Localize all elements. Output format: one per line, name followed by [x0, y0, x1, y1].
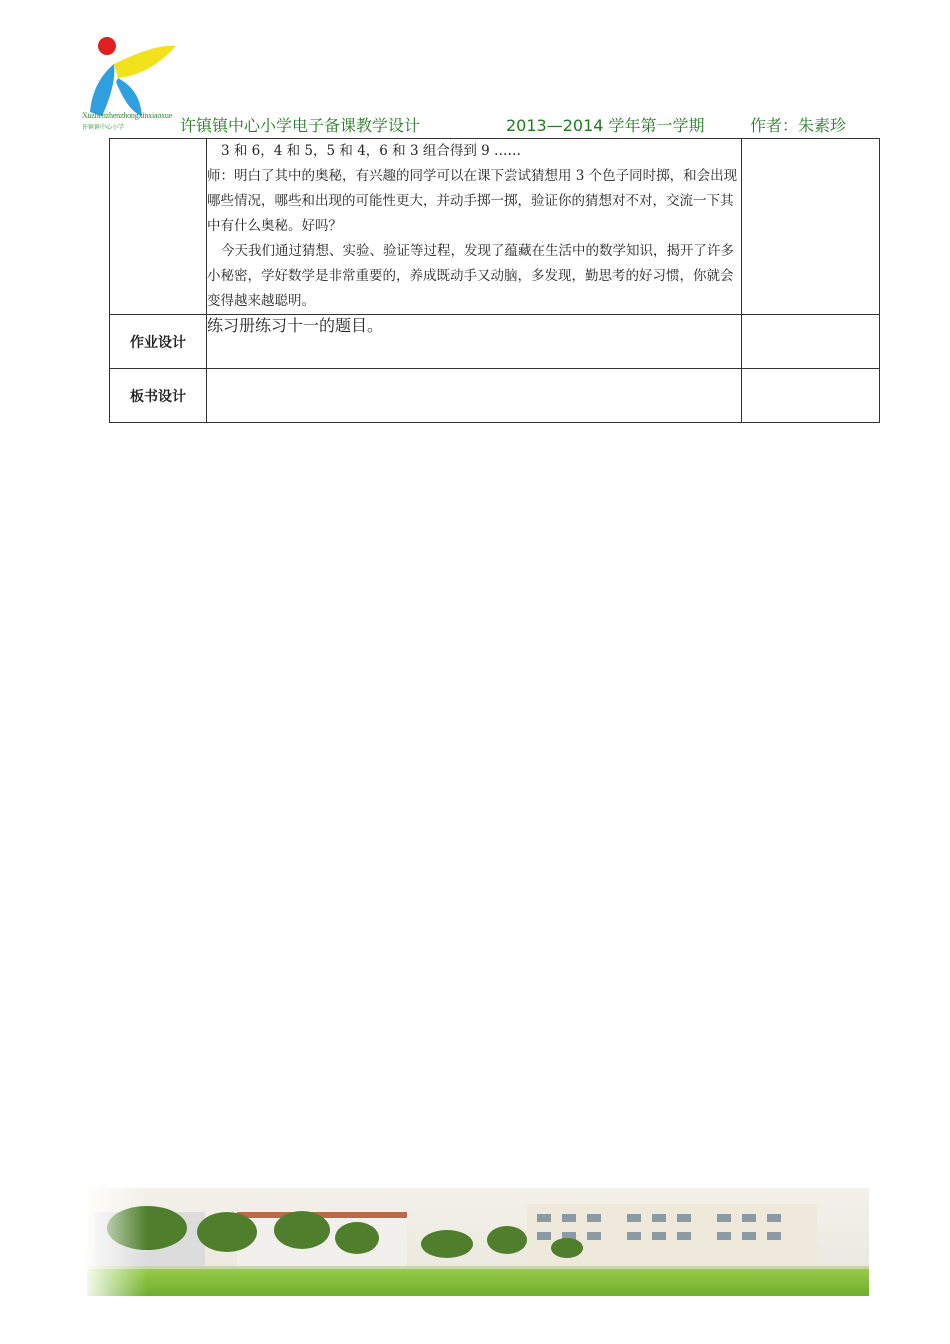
blackboard-label: 板书设计	[110, 369, 207, 423]
lesson-plan-table	[109, 138, 880, 423]
content-paragraph: 今天我们通过猜想、实验、验证等过程，发现了蕴藏在生活中的数学知识，揭开了许多小秘密，学好数学是非常重要的，养成既动手又动脑，多发现，勤思考的好习惯，你就会变得越来越聪明。	[207, 243, 734, 309]
header-term: 2013—2014 学年第一学期	[506, 116, 705, 135]
table-row-blackboard	[110, 369, 880, 423]
homework-content: 练习册练习十一的题目。	[207, 315, 742, 369]
header-author: 作者：朱素珍	[750, 116, 847, 135]
blackboard-content	[207, 369, 742, 423]
logo-latin-text: Xuzhenzhenzhongxinxiaoxue	[82, 111, 173, 120]
notes-cell	[742, 369, 880, 423]
content-paragraph: 师：明白了其中的奥秘，有兴趣的同学可以在课下尝试猜想用 3 个色子同时掷，和会出现哪些情况，哪些和出现的可能性更大，并动手掷一掷，验证你的猜想对不对，交流一下其中有什么奥秘。好吗？	[207, 168, 738, 234]
continued-content-cell	[207, 139, 742, 315]
homework-label: 作业设计	[110, 315, 207, 369]
page-header	[180, 113, 870, 137]
campus-photo	[87, 1188, 869, 1296]
content-paragraph: 3 和 6，4 和 5，5 和 4，6 和 3 组合得到 9 ……	[221, 143, 522, 159]
notes-cell	[742, 139, 880, 315]
header-title: 许镇镇中心小学电子备课教学设计	[180, 116, 421, 135]
logo-chinese-text: 许镇镇中心小学	[82, 124, 125, 131]
table-row-continued	[110, 139, 880, 315]
label-cell-empty	[110, 139, 207, 315]
table-row-homework	[110, 315, 880, 369]
notes-cell	[742, 315, 880, 369]
